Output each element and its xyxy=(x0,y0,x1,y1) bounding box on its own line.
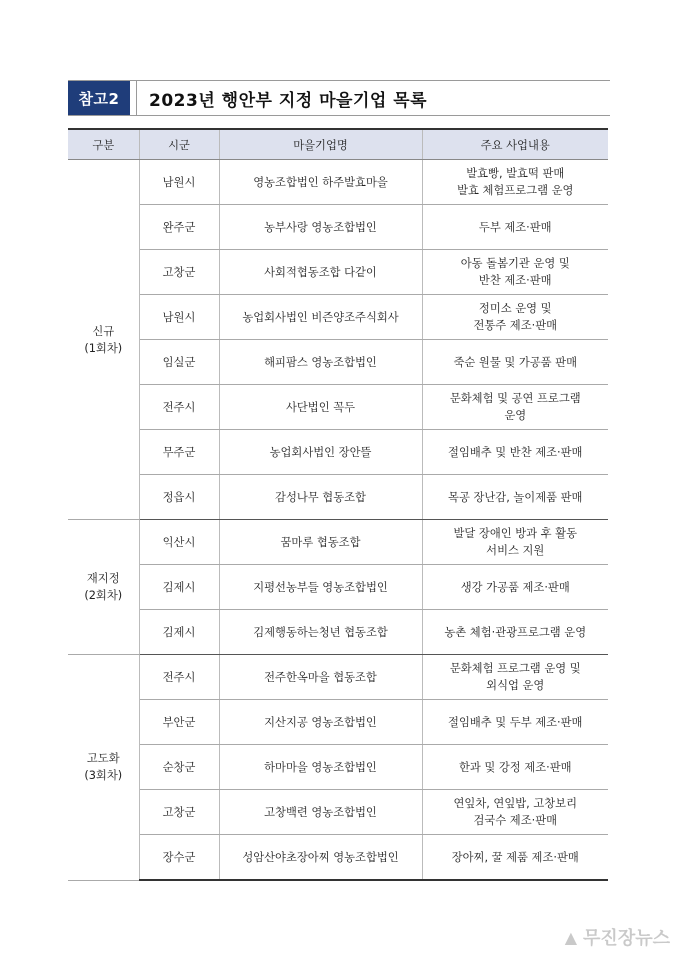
enterprise-name-cell: 사회적협동조합 다같이 xyxy=(219,250,422,295)
enterprise-name-cell: 고창백련 영농조합법인 xyxy=(219,790,422,835)
group-label-cell xyxy=(68,655,139,881)
business-cell xyxy=(422,250,608,295)
business-cell xyxy=(422,790,608,835)
business-line: 생강 가공품 제조·판매 xyxy=(460,580,570,594)
enterprise-name-cell: 해피팜스 영농조합법인 xyxy=(219,340,422,385)
enterprise-name-cell: 하마마을 영농조합법인 xyxy=(219,745,422,790)
enterprise-name-cell: 꿈마루 협동조합 xyxy=(219,520,422,565)
business-line: 발효빵, 발효떡 판매 xyxy=(466,167,565,180)
table-row xyxy=(68,790,608,835)
business-cell xyxy=(422,700,608,745)
enterprise-name-cell: 사단법인 꼭두 xyxy=(219,385,422,430)
table-row xyxy=(68,475,608,520)
city-cell: 전주시 xyxy=(139,385,219,430)
business-cell xyxy=(422,160,608,205)
city-cell: 임실군 xyxy=(139,340,219,385)
mountain-logo-icon: ▲ xyxy=(564,927,578,947)
business-cell xyxy=(422,610,608,655)
city-cell: 김제시 xyxy=(139,565,219,610)
business-cell xyxy=(422,745,608,790)
reference-badge: 참고2 xyxy=(68,81,130,115)
city-cell: 김제시 xyxy=(139,610,219,655)
business-cell xyxy=(422,655,608,700)
business-cell xyxy=(422,430,608,475)
business-line: 한과 및 강정 제조·판매 xyxy=(458,760,572,774)
city-cell: 부안군 xyxy=(139,700,219,745)
header-enterprise-name: 마을기업명 xyxy=(219,129,422,160)
business-line: 연잎차, 연잎밥, 고창보리 xyxy=(453,797,577,810)
business-cell xyxy=(422,835,608,881)
group-label-line: 재지정 xyxy=(86,572,120,585)
table-row xyxy=(68,430,608,475)
title-divider xyxy=(130,81,137,115)
business-cell xyxy=(422,205,608,250)
table-row xyxy=(68,655,608,700)
table-row xyxy=(68,205,608,250)
business-line: 발달 장애인 방과 후 활동 xyxy=(453,527,577,540)
table-row xyxy=(68,610,608,655)
group-label-cell xyxy=(68,160,139,520)
group-label-line: 고도화 xyxy=(86,752,120,766)
business-line: 아동 돌봄기관 운영 및 xyxy=(460,257,570,270)
business-line: 정미소 운영 및 xyxy=(478,302,552,315)
table-row xyxy=(68,295,608,340)
business-line: 발효 체험프로그램 운영 xyxy=(457,184,574,197)
group-label-cell xyxy=(68,520,139,655)
table-row xyxy=(68,250,608,295)
group-label-line: (1회차) xyxy=(84,341,123,355)
watermark-text: 무진장뉴스 xyxy=(583,928,670,949)
city-cell: 고창군 xyxy=(139,790,219,835)
header-city: 시군 xyxy=(139,129,219,160)
enterprise-name-cell: 성암산야초장아찌 영농조합법인 xyxy=(219,835,422,881)
business-line: 두부 제조·판매 xyxy=(478,220,552,234)
village-enterprise-table xyxy=(68,128,608,881)
business-line: 절임배추 및 반찬 제조·판매 xyxy=(448,445,583,459)
title-bar xyxy=(68,80,610,116)
business-line: 운영 xyxy=(504,409,527,422)
enterprise-name-cell: 지평선농부들 영농조합법인 xyxy=(219,565,422,610)
city-cell: 익산시 xyxy=(139,520,219,565)
business-line: 목공 장난감, 놀이제품 판매 xyxy=(448,490,583,504)
table-row xyxy=(68,700,608,745)
header-category: 구분 xyxy=(68,129,139,160)
city-cell: 장수군 xyxy=(139,835,219,881)
city-cell: 무주군 xyxy=(139,430,219,475)
city-cell: 정읍시 xyxy=(139,475,219,520)
table-row xyxy=(68,160,608,205)
business-line: 농촌 체험·관광프로그램 운영 xyxy=(444,625,587,639)
watermark xyxy=(565,924,670,950)
business-cell xyxy=(422,340,608,385)
enterprise-name-cell: 영농조합법인 하주발효마을 xyxy=(219,160,422,205)
enterprise-name-cell: 김제행동하는청년 협동조합 xyxy=(219,610,422,655)
city-cell: 남원시 xyxy=(139,160,219,205)
business-cell xyxy=(422,475,608,520)
business-line: 외식업 운영 xyxy=(486,679,545,692)
table-header-row xyxy=(68,129,608,160)
table-row xyxy=(68,565,608,610)
group-label-line: (2회차) xyxy=(84,589,123,602)
business-cell xyxy=(422,565,608,610)
city-cell: 전주시 xyxy=(139,655,219,700)
business-line: 서비스 지원 xyxy=(486,544,545,557)
business-line: 문화체험 및 공연 프로그램 xyxy=(449,392,581,405)
header-business: 주요 사업내용 xyxy=(422,129,608,160)
business-line: 문화체험 프로그램 운영 및 xyxy=(449,662,581,675)
enterprise-name-cell: 지산지공 영농조합법인 xyxy=(219,700,422,745)
business-line: 절임배추 및 두부 제조·판매 xyxy=(448,715,583,729)
city-cell: 고창군 xyxy=(139,250,219,295)
document-title: 2023년 행안부 지정 마을기업 목록 xyxy=(149,90,428,111)
business-cell xyxy=(422,520,608,565)
enterprise-name-cell: 전주한옥마을 협동조합 xyxy=(219,655,422,700)
city-cell: 순창군 xyxy=(139,745,219,790)
enterprise-name-cell: 농업회사법인 장안뜰 xyxy=(219,430,422,475)
city-cell: 남원시 xyxy=(139,295,219,340)
enterprise-name-cell: 농부사랑 영농조합법인 xyxy=(219,205,422,250)
enterprise-name-cell: 감성나무 협동조합 xyxy=(219,475,422,520)
table-row xyxy=(68,835,608,881)
group-label-line: 신규 xyxy=(92,324,115,338)
table-row xyxy=(68,745,608,790)
business-cell xyxy=(422,385,608,430)
business-cell xyxy=(422,295,608,340)
group-label-line: (3회차) xyxy=(84,769,123,783)
table-row xyxy=(68,520,608,565)
table-row xyxy=(68,385,608,430)
business-line: 반찬 제조·판매 xyxy=(478,274,552,287)
business-line: 죽순 원물 및 가공품 판매 xyxy=(453,355,577,369)
enterprise-name-cell: 농업회사법인 비즌양조주식회사 xyxy=(219,295,422,340)
business-line: 전통주 제조·판매 xyxy=(473,319,558,332)
business-line: 검국수 제조·판매 xyxy=(473,814,558,827)
table-row xyxy=(68,340,608,385)
business-line: 장아찌, 꿀 제품 제조·판매 xyxy=(451,850,579,864)
city-cell: 완주군 xyxy=(139,205,219,250)
table-body xyxy=(68,160,608,881)
